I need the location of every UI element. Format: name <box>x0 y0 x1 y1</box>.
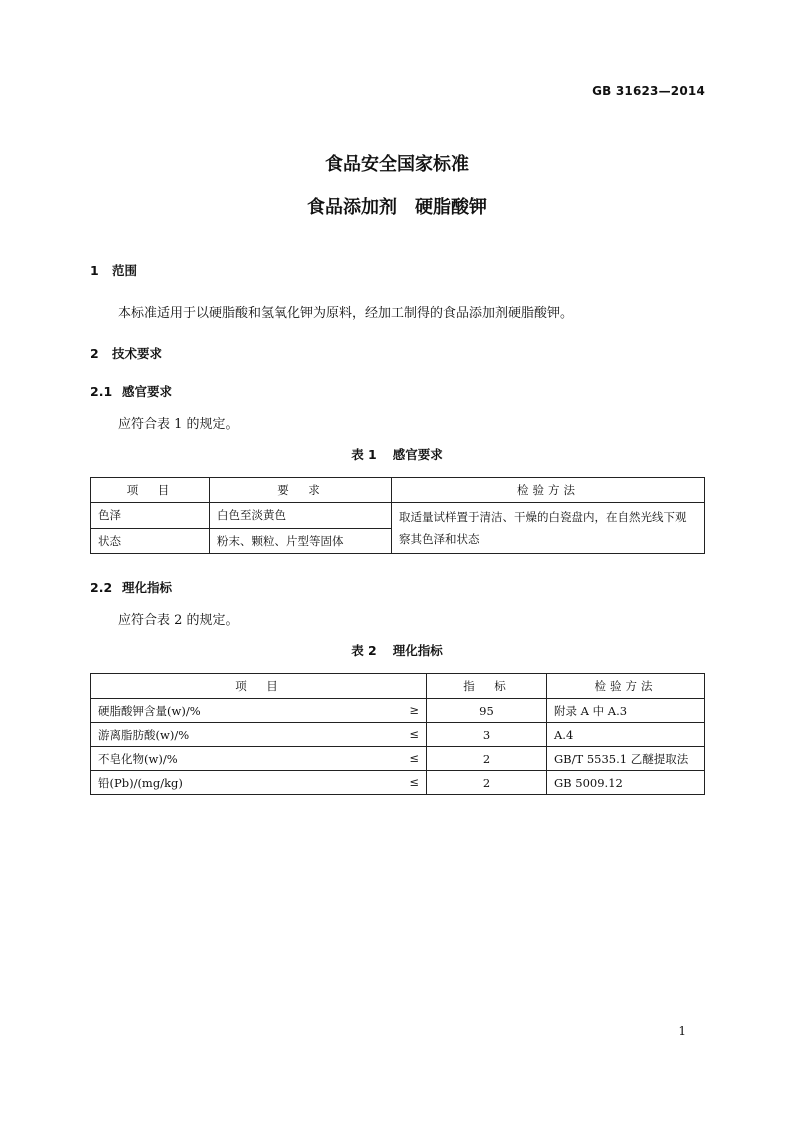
section-2-heading <box>90 344 162 362</box>
table-row <box>91 699 705 723</box>
row-item <box>91 723 427 747</box>
table-row <box>91 747 705 771</box>
column-header-item: 项 目 <box>91 478 210 503</box>
comparison-sign: ≤ <box>409 726 419 741</box>
table-1-caption <box>0 445 794 463</box>
table-row <box>91 723 705 747</box>
method-cell: 取适量试样置于清洁、干燥的白瓷盘内，在自然光线下观察其色泽和状态 <box>392 503 705 554</box>
row-method: 附录 A 中 A.3 <box>547 699 705 723</box>
page-number: 1 <box>678 1024 686 1038</box>
row-value: 95 <box>427 699 547 723</box>
main-title: 食品安全国家标准 <box>325 154 469 175</box>
section-2-2-heading <box>90 578 172 596</box>
row-method: GB/T 5535.1 乙醚提取法 <box>547 747 705 771</box>
table-caption-title: 感官要求 <box>392 447 443 462</box>
section-number: 2.2 <box>90 580 113 595</box>
column-header-method: 检验方法 <box>392 478 705 503</box>
section-2-2-text: 应符合表 2 的规定。 <box>118 613 239 628</box>
section-number: 2 <box>90 346 99 361</box>
table-header-row <box>91 478 705 503</box>
standard-code: GB 31623—2014 <box>592 84 705 98</box>
row-item <box>91 699 427 723</box>
item-label: 游离脂肪酸(w)/% <box>98 727 190 742</box>
comparison-sign: ≤ <box>409 774 419 789</box>
section-1-text: 本标准适用于以硬脂酸和氢氧化钾为原料，经加工制得的食品添加剂硬脂酸钾。 <box>118 306 574 321</box>
row-value: 3 <box>427 723 547 747</box>
row-item: 状态 <box>91 528 210 554</box>
table-caption-number: 表 2 <box>351 643 377 658</box>
table-row <box>91 771 705 795</box>
item-label: 不皂化物(w)/% <box>98 751 178 766</box>
section-number: 1 <box>90 263 99 278</box>
table-2-caption <box>0 641 794 659</box>
row-method: GB 5009.12 <box>547 771 705 795</box>
section-title: 理化指标 <box>122 580 173 595</box>
section-title: 技术要求 <box>112 346 163 361</box>
section-1-heading <box>90 261 137 279</box>
row-method: A.4 <box>547 723 705 747</box>
section-title: 范围 <box>112 263 138 278</box>
row-item <box>91 747 427 771</box>
row-item: 色泽 <box>91 503 210 529</box>
row-requirement: 粉末、颗粒、片型等固体 <box>210 528 392 554</box>
table-caption-title: 理化指标 <box>392 643 443 658</box>
column-header-requirement: 要 求 <box>210 478 392 503</box>
comparison-sign: ≥ <box>409 702 419 717</box>
item-label: 铅(Pb)/(mg/kg) <box>98 775 183 790</box>
sub-title: 食品添加剂 硬脂酸钾 <box>307 197 487 218</box>
table-caption-number: 表 1 <box>351 447 377 462</box>
row-item <box>91 771 427 795</box>
physicochemical-table <box>90 673 705 795</box>
row-value: 2 <box>427 771 547 795</box>
column-header-method: 检验方法 <box>547 674 705 699</box>
column-header-item: 项 目 <box>91 674 427 699</box>
row-value: 2 <box>427 747 547 771</box>
item-label: 硬脂酸钾含量(w)/% <box>98 703 201 718</box>
section-2-1-heading <box>90 382 172 400</box>
section-number: 2.1 <box>90 384 113 399</box>
section-2-1-text: 应符合表 1 的规定。 <box>118 417 239 432</box>
comparison-sign: ≤ <box>409 750 419 765</box>
table-row <box>91 503 705 529</box>
section-title: 感官要求 <box>122 384 173 399</box>
table-header-row <box>91 674 705 699</box>
sensory-requirements-table <box>90 477 705 554</box>
column-header-index: 指 标 <box>427 674 547 699</box>
row-requirement: 白色至淡黄色 <box>210 503 392 529</box>
